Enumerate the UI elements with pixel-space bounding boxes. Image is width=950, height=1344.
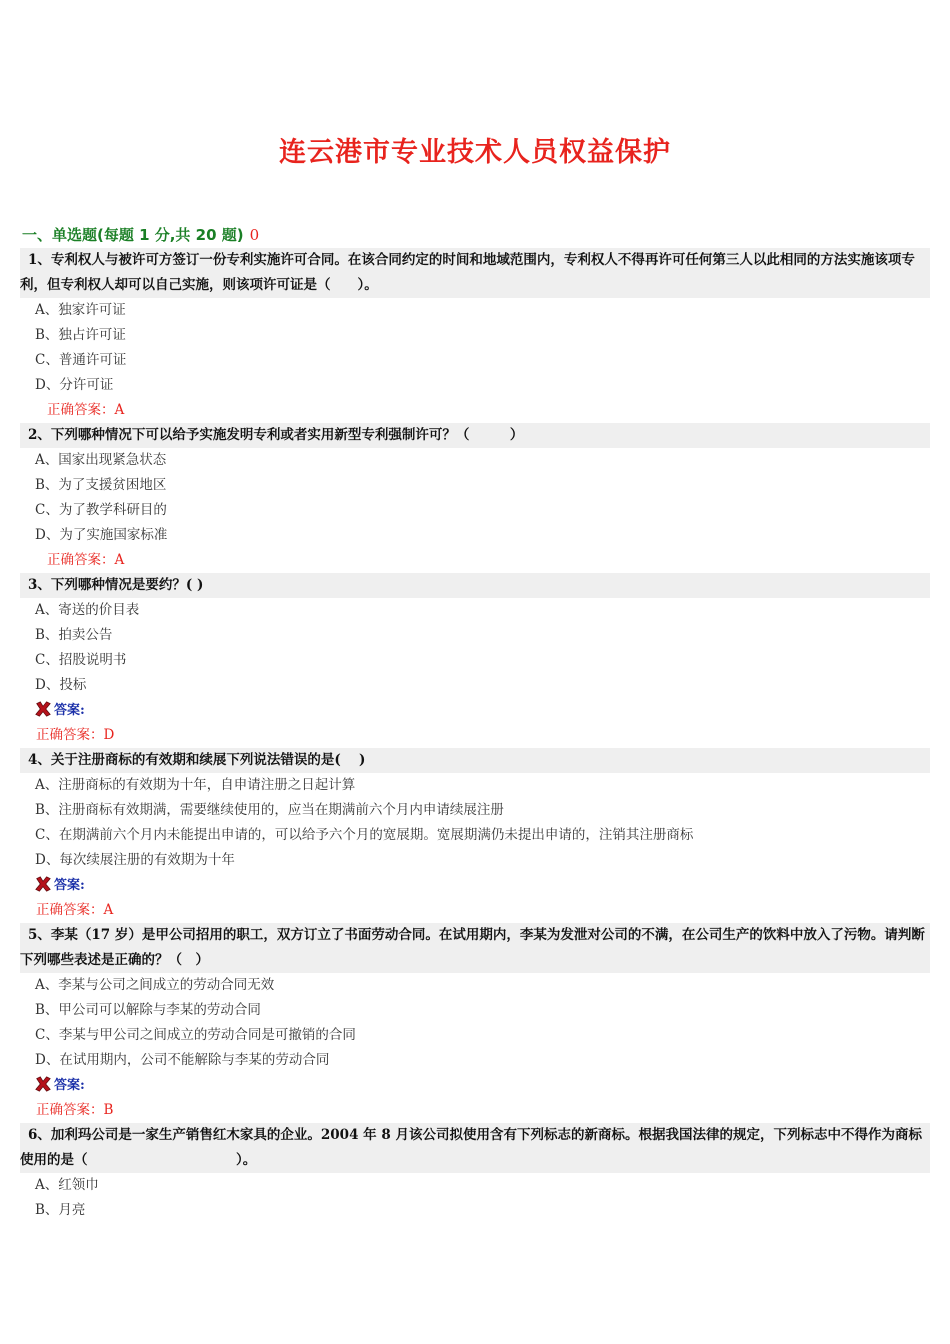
section-heading	[22, 224, 259, 245]
option-b[interactable]: B、月亮	[35, 1202, 86, 1218]
answer-label: 答案:	[54, 703, 85, 718]
question-stem: 5、李某（17 岁）是甲公司招用的职工，双方订立了书面劳动合同。在试用期内，李某为发泄对公司的不满，在公司生产的饮料中放入了污物。请判断下列哪些表述是正确的？（ ）	[20, 923, 930, 973]
question-stem: 6、加利玛公司是一家生产销售红木家具的企业。2004 年 8 月该公司拟使用含有下列标志的新商标。根据我国法律的规定，下列标志中不得作为商标使用的是（ ）。	[20, 1123, 930, 1173]
option-b[interactable]: B、独占许可证	[35, 327, 126, 343]
option-c[interactable]: C、在期满前六个月内未能提出申请的，可以给予六个月的宽展期。宽展期满仍未提出申请的，注销其注册商标	[35, 827, 694, 843]
option-d[interactable]: D、分许可证	[35, 377, 114, 393]
option-a[interactable]: A、国家出现紧急状态	[35, 452, 167, 468]
option-a[interactable]: A、寄送的价目表	[35, 602, 140, 618]
option-b[interactable]: B、甲公司可以解除与李某的劳动合同	[35, 1002, 261, 1018]
section-label: 一、单选题(每题 1 分,共 20 题)	[22, 226, 244, 244]
option-a[interactable]: A、李某与公司之间成立的劳动合同无效	[35, 977, 275, 993]
option-a[interactable]: A、红领巾	[35, 1177, 99, 1193]
option-a[interactable]: A、独家许可证	[35, 302, 126, 318]
user-answer-row	[20, 873, 930, 898]
question-stem: 1、专利权人与被许可方签订一份专利实施许可合同。在该合同约定的时间和地域范围内，专利权人不得再许可任何第三人以此相同的方法实施该项专利，但专利权人却可以自己实施，则该项许可证是（ ）。	[20, 248, 930, 298]
answer-label: 答案:	[54, 1078, 85, 1093]
section-score: 0	[249, 226, 260, 244]
option-d[interactable]: D、每次续展注册的有效期为十年	[35, 852, 235, 868]
question-stem: 3、下列哪种情况是要约？( )	[20, 573, 930, 598]
option-d[interactable]: D、在试用期内，公司不能解除与李某的劳动合同	[35, 1052, 330, 1068]
question-4	[20, 748, 930, 923]
option-c[interactable]: C、普通许可证	[35, 352, 127, 368]
correct-answer: 正确答案：A	[36, 902, 114, 918]
question-5	[20, 923, 930, 1123]
question-stem: 4、关于注册商标的有效期和续展下列说法错误的是( )	[20, 748, 930, 773]
wrong-x-icon	[34, 1075, 52, 1093]
user-answer-row	[20, 698, 930, 723]
option-c[interactable]: C、招股说明书	[35, 652, 127, 668]
option-d[interactable]: D、投标	[35, 677, 87, 693]
option-d[interactable]: D、为了实施国家标准	[35, 527, 168, 543]
correct-answer: 正确答案：A	[47, 552, 125, 568]
question-list	[20, 248, 930, 1223]
option-b[interactable]: B、拍卖公告	[35, 627, 113, 643]
option-c[interactable]: C、为了教学科研目的	[35, 502, 167, 518]
answer-label: 答案:	[54, 878, 85, 893]
question-2	[20, 423, 930, 573]
option-b[interactable]: B、注册商标有效期满，需要继续使用的，应当在期满前六个月内申请续展注册	[35, 802, 504, 818]
question-6	[20, 1123, 930, 1223]
user-answer-row	[20, 1073, 930, 1098]
option-b[interactable]: B、为了支援贫困地区	[35, 477, 167, 493]
question-stem: 2、下列哪种情况下可以给予实施发明专利或者实用新型专利强制许可？（ ）	[20, 423, 930, 448]
wrong-x-icon	[34, 875, 52, 893]
wrong-x-icon	[34, 700, 52, 718]
page-title: 连云港市专业技术人员权益保护	[279, 137, 671, 168]
question-1	[20, 248, 930, 423]
correct-answer: 正确答案：D	[36, 727, 115, 743]
option-c[interactable]: C、李某与甲公司之间成立的劳动合同是可撤销的合同	[35, 1027, 356, 1043]
correct-answer: 正确答案：A	[47, 402, 125, 418]
option-a[interactable]: A、注册商标的有效期为十年，自申请注册之日起计算	[35, 777, 356, 793]
correct-answer: 正确答案：B	[36, 1102, 114, 1118]
question-3	[20, 573, 930, 748]
